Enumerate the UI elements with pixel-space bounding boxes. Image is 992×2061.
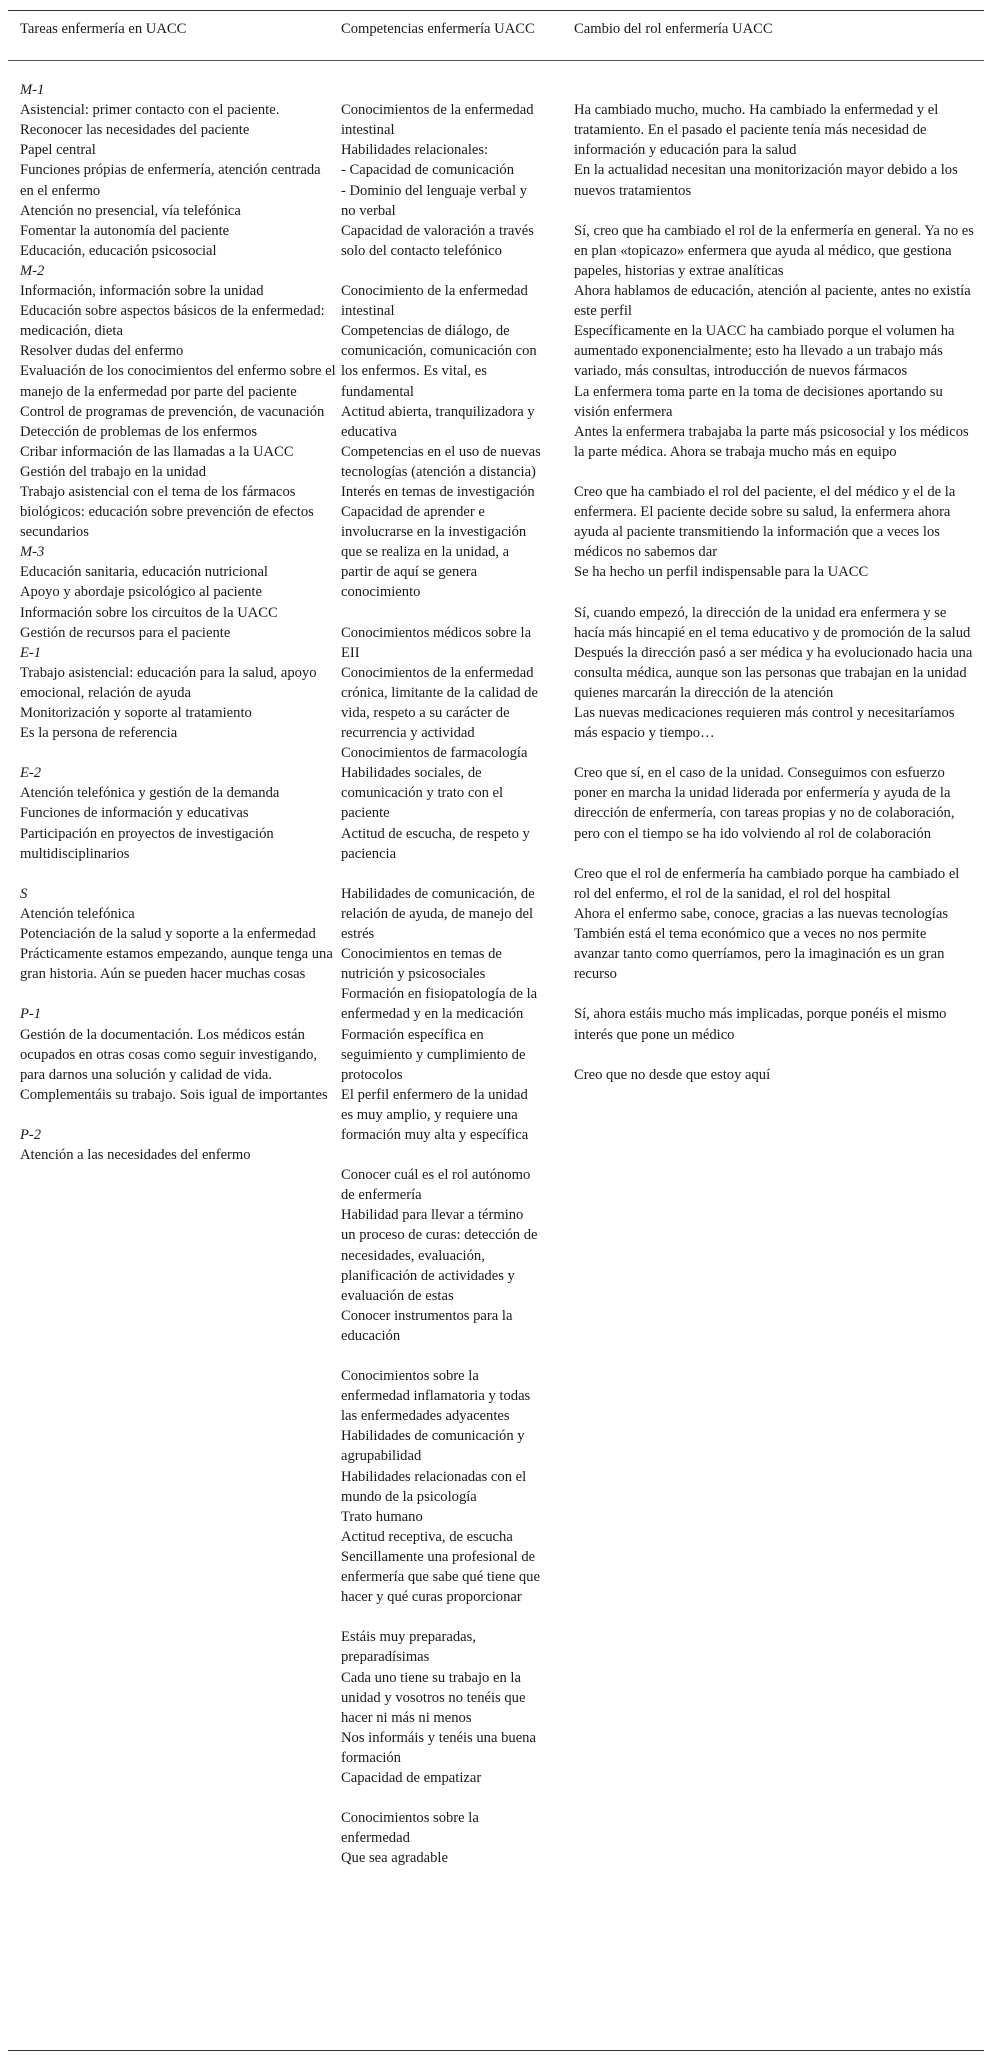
cell-line: Gestión de la documentación. Los médicos están ocupados en otras cosas como seguir investigando, para darnos una solución y calidad de vida. Complementáis su trabajo. Sois igual de importantes [20, 1026, 328, 1103]
cell-line: Actitud de escucha, de respeto y paciencia [341, 825, 530, 862]
cell-line: Nos informáis y tenéis una buena formación [341, 1729, 536, 1766]
spacer [341, 261, 541, 281]
cell-line: Actitud abierta, tranquilizadora y educativa [341, 403, 535, 440]
cell-line: Atención a las necesidades del enfermo [20, 1147, 251, 1164]
cell-line: Papel central [20, 142, 96, 159]
cell-line: Antes la enfermera trabajaba la parte más psicosocial y los médicos la parte médica. Ahora se trabaja mucho más en equipo [574, 423, 969, 460]
spacer [341, 1788, 541, 1808]
cell-line: Información sobre los circuitos de la UACC [20, 604, 278, 621]
cell-line: Educación sobre aspectos básicos de la enfermedad: medicación, dieta [20, 303, 325, 340]
cell-line: Después la dirección pasó a ser médica y ha evolucionado hacia una consulta médica, aunque son las personas que trabajan en la unidad quienes marcarán la dirección de la atención [574, 644, 973, 701]
cell-line: Creo que no desde que estoy aquí [574, 1066, 771, 1083]
cell-line: Que sea agradable [341, 1850, 448, 1867]
cell-line: Conocimientos de la enfermedad crónica, limitante de la calidad de vida, respeto a su carácter de recurrencia y actividad [341, 664, 538, 742]
header-cambio-rol: Cambio del rol enfermería UACC [574, 21, 773, 37]
cell-line: Formación en fisiopatología de la enfermedad y en la medicación [341, 986, 538, 1023]
cell-line: Cribar información de las llamadas a la UACC [20, 443, 294, 460]
spacer [574, 844, 974, 864]
spacer [574, 582, 974, 602]
participant-code: P-2 [20, 1126, 42, 1143]
cell-line: Trabajo asistencial: educación para la salud, apoyo emocional, relación de ayuda [20, 664, 317, 701]
spacer [341, 603, 541, 623]
participant-code: E-1 [20, 644, 42, 661]
cell-line: Conocimiento de la enfermedad intestinal [341, 283, 528, 320]
cell-line: Control de programas de prevención, de vacunación [20, 403, 325, 420]
spacer [574, 984, 974, 1004]
participant-code: S [20, 885, 28, 902]
column-tareas [20, 60, 338, 2050]
table-header [8, 11, 984, 61]
cell-line: Las nuevas medicaciones requieren más control y necesitaríamos más espacio y tiempo… [574, 705, 955, 742]
cell-line: Se ha hecho un perfil indispensable para la UACC [574, 564, 869, 581]
spacer [574, 80, 974, 100]
cell-line: Apoyo y abordaje psicológico al paciente [20, 584, 262, 601]
cell-line: Funciones própias de enfermería, atención centrada en el enfermo [20, 162, 321, 199]
cell-line: Habilidades de comunicación, de relación de ayuda, de manejo del estrés [341, 885, 535, 943]
cell-line: - Dominio del lenguaje verbal y no verbal [341, 182, 528, 219]
cell-line: Trato humano [341, 1508, 423, 1525]
cell-line: Atención telefónica y gestión de la demanda [20, 785, 280, 802]
spacer [20, 743, 338, 763]
participant-code: E-2 [20, 765, 42, 782]
spacer [574, 743, 974, 763]
spacer [574, 60, 974, 80]
cell-line: Habilidades sociales, de comunicación y trato con el paciente [341, 765, 504, 822]
spacer [20, 864, 338, 884]
cell-line: Es la persona de referencia [20, 725, 178, 742]
spacer [341, 80, 541, 100]
cell-line: Ahora el enfermo sabe, conoce, gracias a las nuevas tecnologías [574, 905, 949, 922]
spacer [20, 60, 338, 80]
column-competencias [341, 60, 541, 2050]
cell-line: Potenciación de la salud y soporte a la enfermedad [20, 926, 316, 943]
cell-line: Sí, creo que ha cambiado el rol de la enfermería en general. Ya no es en plan «topicazo» enfermera que ayuda al médico, que gestiona papeles, historias y extrae analíticas [574, 222, 974, 279]
cell-line: Información, información sobre la unidad [20, 283, 264, 300]
cell-line: Habilidad para llevar a término un proceso de curas: detección de necesidades, evaluación, planificación de actividades y evaluación de estas [341, 1207, 538, 1304]
participant-code: M-1 [20, 82, 45, 99]
cell-line: Monitorización y soporte al tratamiento [20, 705, 252, 721]
cell-line: Reconocer las necesidades del paciente [20, 122, 250, 139]
cell-line: Prácticamente estamos empezando, aunque tenga una gran historia. Aún se pueden hacer muchas cosas [20, 946, 333, 983]
column-cambio-rol [574, 60, 974, 2050]
cell-line: Interés en temas de investigación [341, 483, 535, 500]
cell-line: Competencias de diálogo, de comunicación, comunicación con los enfermos. Es vital, es fundamental [341, 323, 537, 400]
spacer [341, 1346, 541, 1366]
cell-line: Resolver dudas del enfermo [20, 343, 184, 360]
cell-line: Competencias en el uso de nuevas tecnologías (atención a distancia) [341, 443, 541, 480]
cell-line: Conocimientos sobre la enfermedad [341, 1810, 479, 1847]
cell-line: Cada uno tiene su trabajo en la unidad y vosotros no tenéis que hacer ni más ni menos [341, 1669, 526, 1726]
cell-line: Trabajo asistencial con el tema de los fármacos biológicos: educación sobre prevención de efectos secundarios [20, 483, 314, 541]
cell-line: Ha cambiado mucho, mucho. Ha cambiado la enfermedad y el tratamiento. En el pasado el paciente tenía más necesidad de información y educación para la salud [574, 102, 939, 159]
cell-line: Formación específica en seguimiento y cumplimiento de protocolos [341, 1026, 526, 1083]
cell-line: Detección de problemas de los enfermos [20, 423, 258, 440]
cell-line: Habilidades de comunicación y agrupabilidad [341, 1428, 525, 1465]
cell-line: Sencillamente una profesional de enfermería que sabe qué tiene que hacer y qué curas proporcionar [341, 1548, 540, 1606]
spacer [341, 1145, 541, 1165]
cell-line: Habilidades relacionadas con el mundo de la psicología [341, 1468, 527, 1505]
cell-line: La enfermera toma parte en la toma de decisiones aportando su visión enfermera [574, 383, 943, 420]
roles-table [8, 10, 984, 2051]
spacer [341, 1607, 541, 1627]
cell-line: Creo que el rol de enfermería ha cambiado porque ha cambiado el rol del enfermo, el rol de la sanidad, el rol del hospital [574, 865, 960, 902]
cell-line: Conocimientos médicos sobre la EII [341, 624, 532, 661]
cell-line: Conocimientos de la enfermedad intestinal [341, 102, 534, 139]
cell-line: Específicamente en la UACC ha cambiado porque el volumen ha aumentado exponencialmente; esto ha llevado a un trabajo más variado, más consultas, introducción de nuevos fármacos [574, 323, 955, 380]
cell-line: Funciones de información y educativas [20, 805, 249, 822]
cell-line: Educación sanitaria, educación nutricional [20, 564, 268, 581]
cell-line: Gestión del trabajo en la unidad [20, 463, 207, 480]
cell-line: Participación en proyectos de investigación multidisciplinarios [20, 825, 274, 862]
cell-line: - Capacidad de comunicación [341, 162, 515, 179]
spacer [341, 864, 541, 884]
cell-line: En la actualidad necesitan una monitorización mayor debido a los nuevos tratamientos [574, 162, 958, 199]
cell-line: Creo que sí, en el caso de la unidad. Conseguimos con esfuerzo poner en marcha la unidad liderada por enfermería y ayuda de la dirección de enfermería, con tareas propias y no de colaboración, pero con el tiempo se ha ido volviendo al rol de colaboración [574, 765, 955, 842]
cell-line: También está el tema económico que a veces no nos permite avanzar tanto como querríamos, pero la imaginación es un gran recurso [574, 926, 945, 983]
spacer [20, 984, 338, 1004]
cell-line: Capacidad de valoración a través solo del contacto telefónico [341, 222, 534, 259]
cell-line: Conocimientos sobre la enfermedad inflamatoria y todas las enfermedades adyacentes [341, 1368, 531, 1425]
cell-line: Conocimientos de farmacología [341, 745, 528, 762]
cell-line: Fomentar la autonomía del paciente [20, 222, 230, 239]
cell-line: Sí, ahora estáis mucho más implicadas, porque ponéis el mismo interés que pone un médico [574, 1006, 947, 1043]
cell-line: Sí, cuando empezó, la dirección de la unidad era enfermera y se hacía más hincapié en el tema educativo y de promoción de la salud [574, 604, 971, 641]
cell-line: Evaluación de los conocimientos del enfermo sobre el manejo de la enfermedad por parte del paciente [20, 363, 336, 400]
cell-line: Conocimientos en temas de nutrición y psicosociales [341, 946, 502, 983]
header-competencias: Competencias enfermería UACC [341, 21, 535, 37]
cell-line: Habilidades relacionales: [341, 142, 489, 159]
spacer [341, 60, 541, 80]
cell-line: Capacidad de aprender e involucrarse en la investigación que se realiza en la unidad, a partir de aquí se genera conocimiento [341, 504, 527, 601]
participant-code: M-3 [20, 544, 45, 561]
cell-line: Capacidad de empatizar [341, 1769, 482, 1786]
cell-line: Ahora hablamos de educación, atención al paciente, antes no existía este perfil [574, 283, 971, 320]
spacer [574, 1045, 974, 1065]
cell-line: Conocer instrumentos para la educación [341, 1307, 513, 1344]
cell-line: Asistencial: primer contacto con el paciente. [20, 102, 280, 119]
cell-line: Atención no presencial, vía telefónica [20, 202, 241, 219]
cell-line: El perfil enfermero de la unidad es muy amplio, y requiere una formación muy alta y específica [341, 1086, 529, 1143]
participant-code: P-1 [20, 1006, 42, 1023]
cell-line: Gestión de recursos para el paciente [20, 624, 231, 641]
cell-line: Creo que ha cambiado el rol del paciente, el del médico y el de la enfermera. El paciente decide sobre su salud, la enfermera ahora ayuda al paciente transmitiendo la información que a veces los médicos no sabemos dar [574, 483, 956, 561]
spacer [574, 462, 974, 482]
spacer [20, 1105, 338, 1125]
participant-code: M-2 [20, 262, 45, 279]
cell-line: Atención telefónica [20, 905, 135, 922]
cell-line: Actitud receptiva, de escucha [341, 1528, 513, 1545]
cell-line: Educación, educación psicosocial [20, 242, 217, 259]
cell-line: Conocer cuál es el rol autónomo de enfermería [341, 1167, 531, 1204]
spacer [574, 201, 974, 221]
cell-line: Estáis muy preparadas, preparadísimas [341, 1629, 476, 1666]
header-tareas: Tareas enfermería en UACC [20, 21, 187, 37]
